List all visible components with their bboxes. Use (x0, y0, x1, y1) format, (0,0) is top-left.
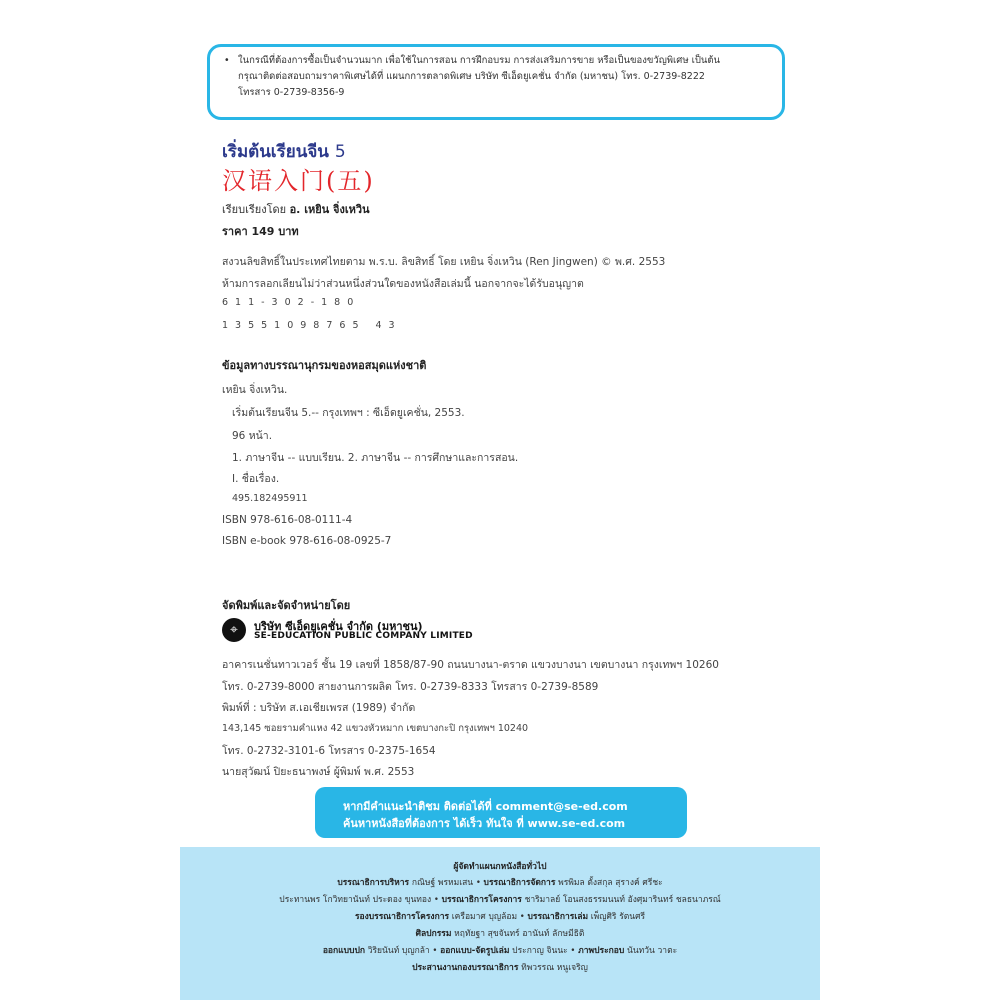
name-book-editor: เพ็ญศิริ รัตนศรี (590, 912, 646, 922)
isbn: ISBN 978-616-08-0111-4 (222, 514, 353, 526)
compiler-label: เรียบเรียงโดย (222, 203, 287, 216)
role-art: ศิลปกรรม (415, 929, 452, 939)
code-line-1: 611-302-180 (222, 297, 361, 308)
name-executive-editor: กณิษฐ์ พรหมเสน (411, 878, 474, 888)
cataloging-author: เหยิน จิ่งเหวิน. (222, 384, 288, 396)
notice-line-2: กรุณาติดต่อสอบถามราคาพิเศษได้ที่ แผนกการตลาดพิเศษ บริษัท ซีเอ็ดยูเคชั่น จำกัด (มหาชน) โทร. 0-2739-8222 (238, 71, 705, 82)
notice-line-1: ในกรณีที่ต้องการซื้อเป็นจำนวนมาก เพื่อใช้ในการสอน การฝึกอบรม การส่งเสริมการขาย หรือเป็นของขวัญพิเศษ เป็นต้น (238, 55, 721, 66)
cataloging-title: เริ่มต้นเรียนจีน 5.-- กรุงเทพฯ : ซีเอ็ดยูเคชั่น, 2553. (232, 407, 465, 419)
staff-row-4 (180, 926, 820, 940)
role-executive-editor: บรรณาธิการบริหาร (337, 878, 410, 888)
cataloging-classification: 495.182495911 (232, 493, 308, 504)
copyright-line-1: สงวนลิขสิทธิ์ในประเทศไทยตาม พ.ร.บ. ลิขสิทธิ์ โดย เหยิน จิ่งเหวิน (Ren Jingwen) © พ.ศ. 2553 (222, 256, 666, 268)
publisher-header: จัดพิมพ์และจัดจำหน่ายโดย (222, 599, 351, 612)
role-layout-design: ออกแบบ-จัดรูปเล่ม (440, 946, 510, 956)
printer-address: 143,145 ซอยรามคำแหง 42 แขวงหัวหมาก เขตบางกะปิ กรุงเทพฯ 10240 (222, 723, 529, 734)
name-managing-editor: พรพิมล ตั้งสกุล สุรางค์ ศรีชะ (558, 878, 663, 888)
name-cover-design: วิริยนันท์ บุญกล้า (367, 946, 430, 956)
isbn-ebook: ISBN e-book 978-616-08-0925-7 (222, 535, 392, 547)
role-illustration: ภาพประกอบ (578, 946, 625, 956)
role-managing-editor: บรรณาธิการจัดการ (483, 878, 556, 888)
role-assistant-project-editor: รองบรรณาธิการโครงการ (354, 912, 450, 922)
staff-title: ผู้จัดทำแผนกหนังสือทั่วไป (453, 862, 547, 872)
contact-banner (315, 787, 687, 838)
bullet: • (224, 55, 230, 66)
cataloging-pages: 96 หน้า. (232, 430, 273, 442)
name-illustration: นันทวัน วาตะ (627, 946, 678, 956)
cataloging-title-entry: I. ชื่อเรื่อง. (232, 473, 280, 485)
name-project-editor: ชาริมาลย์ โอนสงธรรมนนท์ อังศุมารินทร์ ชลธนาภรณ์ (524, 895, 721, 905)
bulk-order-notice (207, 44, 785, 120)
staff-row-1: บรรณาธิการบริหาร กณิษฐ์ พรหมเสน • บรรณาธิการจัดการ พรพิมล ตั้งสกุล สุรางค์ ศรีชะ (337, 878, 663, 888)
name-managing-editor-cont: ประทานพร โกวิทยานันท์ ประดอง ขุนทอง (279, 895, 432, 905)
publisher-phones: โทร. 0-2739-8000 สายงานการผลิต โทร. 0-2739-8333 โทรสาร 0-2739-8589 (222, 681, 599, 693)
publisher-name-english: SE-EDUCATION PUBLIC COMPANY LIMITED (254, 631, 473, 641)
publisher-person: นายสุวัฒน์ ปิยะธนาพงษ์ ผู้พิมพ์ พ.ศ. 2553 (222, 766, 415, 778)
se-ed-logo-icon: ⌖ (222, 618, 246, 642)
notice-line-3: โทรสาร 0-2739-8356-9 (238, 87, 345, 98)
name-layout-design: ประกาญ จินนะ (512, 946, 568, 956)
copyright-line-2: ห้ามการลอกเลียนไม่ว่าส่วนหนึ่งส่วนใดของหนังสือเล่มนี้ นอกจากจะได้รับอนุญาต (222, 278, 584, 290)
contact-website-line[interactable]: ค้นหาหนังสือที่ต้องการ ได้เร็ว ทันใจ ที่ www.se-ed.com (343, 817, 626, 830)
name-editorial-coordinator: ทิพวรรณ หนูเจริญ (521, 963, 588, 973)
cataloging-header: ข้อมูลทางบรรณานุกรมของหอสมุดแห่งชาติ (222, 359, 427, 372)
name-assistant-project-editor: เครือมาศ บุญล้อม (451, 912, 518, 922)
staff-credits (180, 847, 820, 1000)
printer-phones: โทร. 0-2732-3101-6 โทรสาร 0-2375-1654 (222, 745, 436, 757)
compiler-name: อ. เหยิน จิ่งเหวิน (289, 203, 370, 216)
code-line-2: 13551098765 43 (222, 320, 402, 331)
title-volume-number: 5 (334, 142, 346, 162)
role-cover-design: ออกแบบปก (322, 946, 365, 956)
printer: พิมพ์ที่ : บริษัท ส.เอเชียเพรส (1989) จำกัด (222, 702, 416, 714)
cataloging-subjects: 1. ภาษาจีน -- แบบเรียน. 2. ภาษาจีน -- การศึกษาและการสอน. (232, 452, 519, 464)
title-thai-text: เริ่มต้นเรียนจีน (222, 142, 329, 162)
role-project-editor: บรรณาธิการโครงการ (441, 895, 522, 905)
book-title-chinese: 汉语入门(五) (222, 167, 375, 195)
publisher-name-thai: บริษัท ซีเอ็ดยูเคชั่น จำกัด (มหาชน) (254, 620, 423, 633)
price: ราคา 149 บาท (222, 225, 299, 238)
staff-row-2: ประทานพร โกวิทยานันท์ ประดอง ขุนทอง • บรรณาธิการโครงการ ชาริมาลย์ โอนสงธรรมนนท์ อังศุมารินทร์ ชลธนาภรณ์ (279, 895, 721, 905)
compiler-line (222, 200, 370, 218)
staff-row-3: รองบรรณาธิการโครงการ เครือมาศ บุญล้อม • บรรณาธิการเล่ม เพ็ญศิริ รัตนศรี (354, 912, 646, 922)
publisher-address: อาคารเนชั่นทาวเวอร์ ชั้น 19 เลขที่ 1858/87-90 ถนนบางนา-ตราด แขวงบางนา เขตบางนา กรุงเทพฯ 10260 (222, 659, 719, 671)
staff-row-6 (180, 960, 820, 974)
role-editorial-coordinator: ประสานงานกองบรรณาธิการ (412, 963, 519, 973)
role-book-editor: บรรณาธิการเล่ม (527, 912, 589, 922)
name-art: หฤทัยฐา สุขจันทร์ อานันท์ ลักษมีธิติ (454, 929, 585, 939)
contact-email-line[interactable]: หากมีคำแนะนำติชม ติดต่อได้ที่ comment@se-ed.com (343, 800, 628, 813)
staff-row-5: ออกแบบปก วิริยนันท์ บุญกล้า • ออกแบบ-จัดรูปเล่ม ประกาญ จินนะ • ภาพประกอบ นันทวัน วาตะ (322, 946, 678, 956)
